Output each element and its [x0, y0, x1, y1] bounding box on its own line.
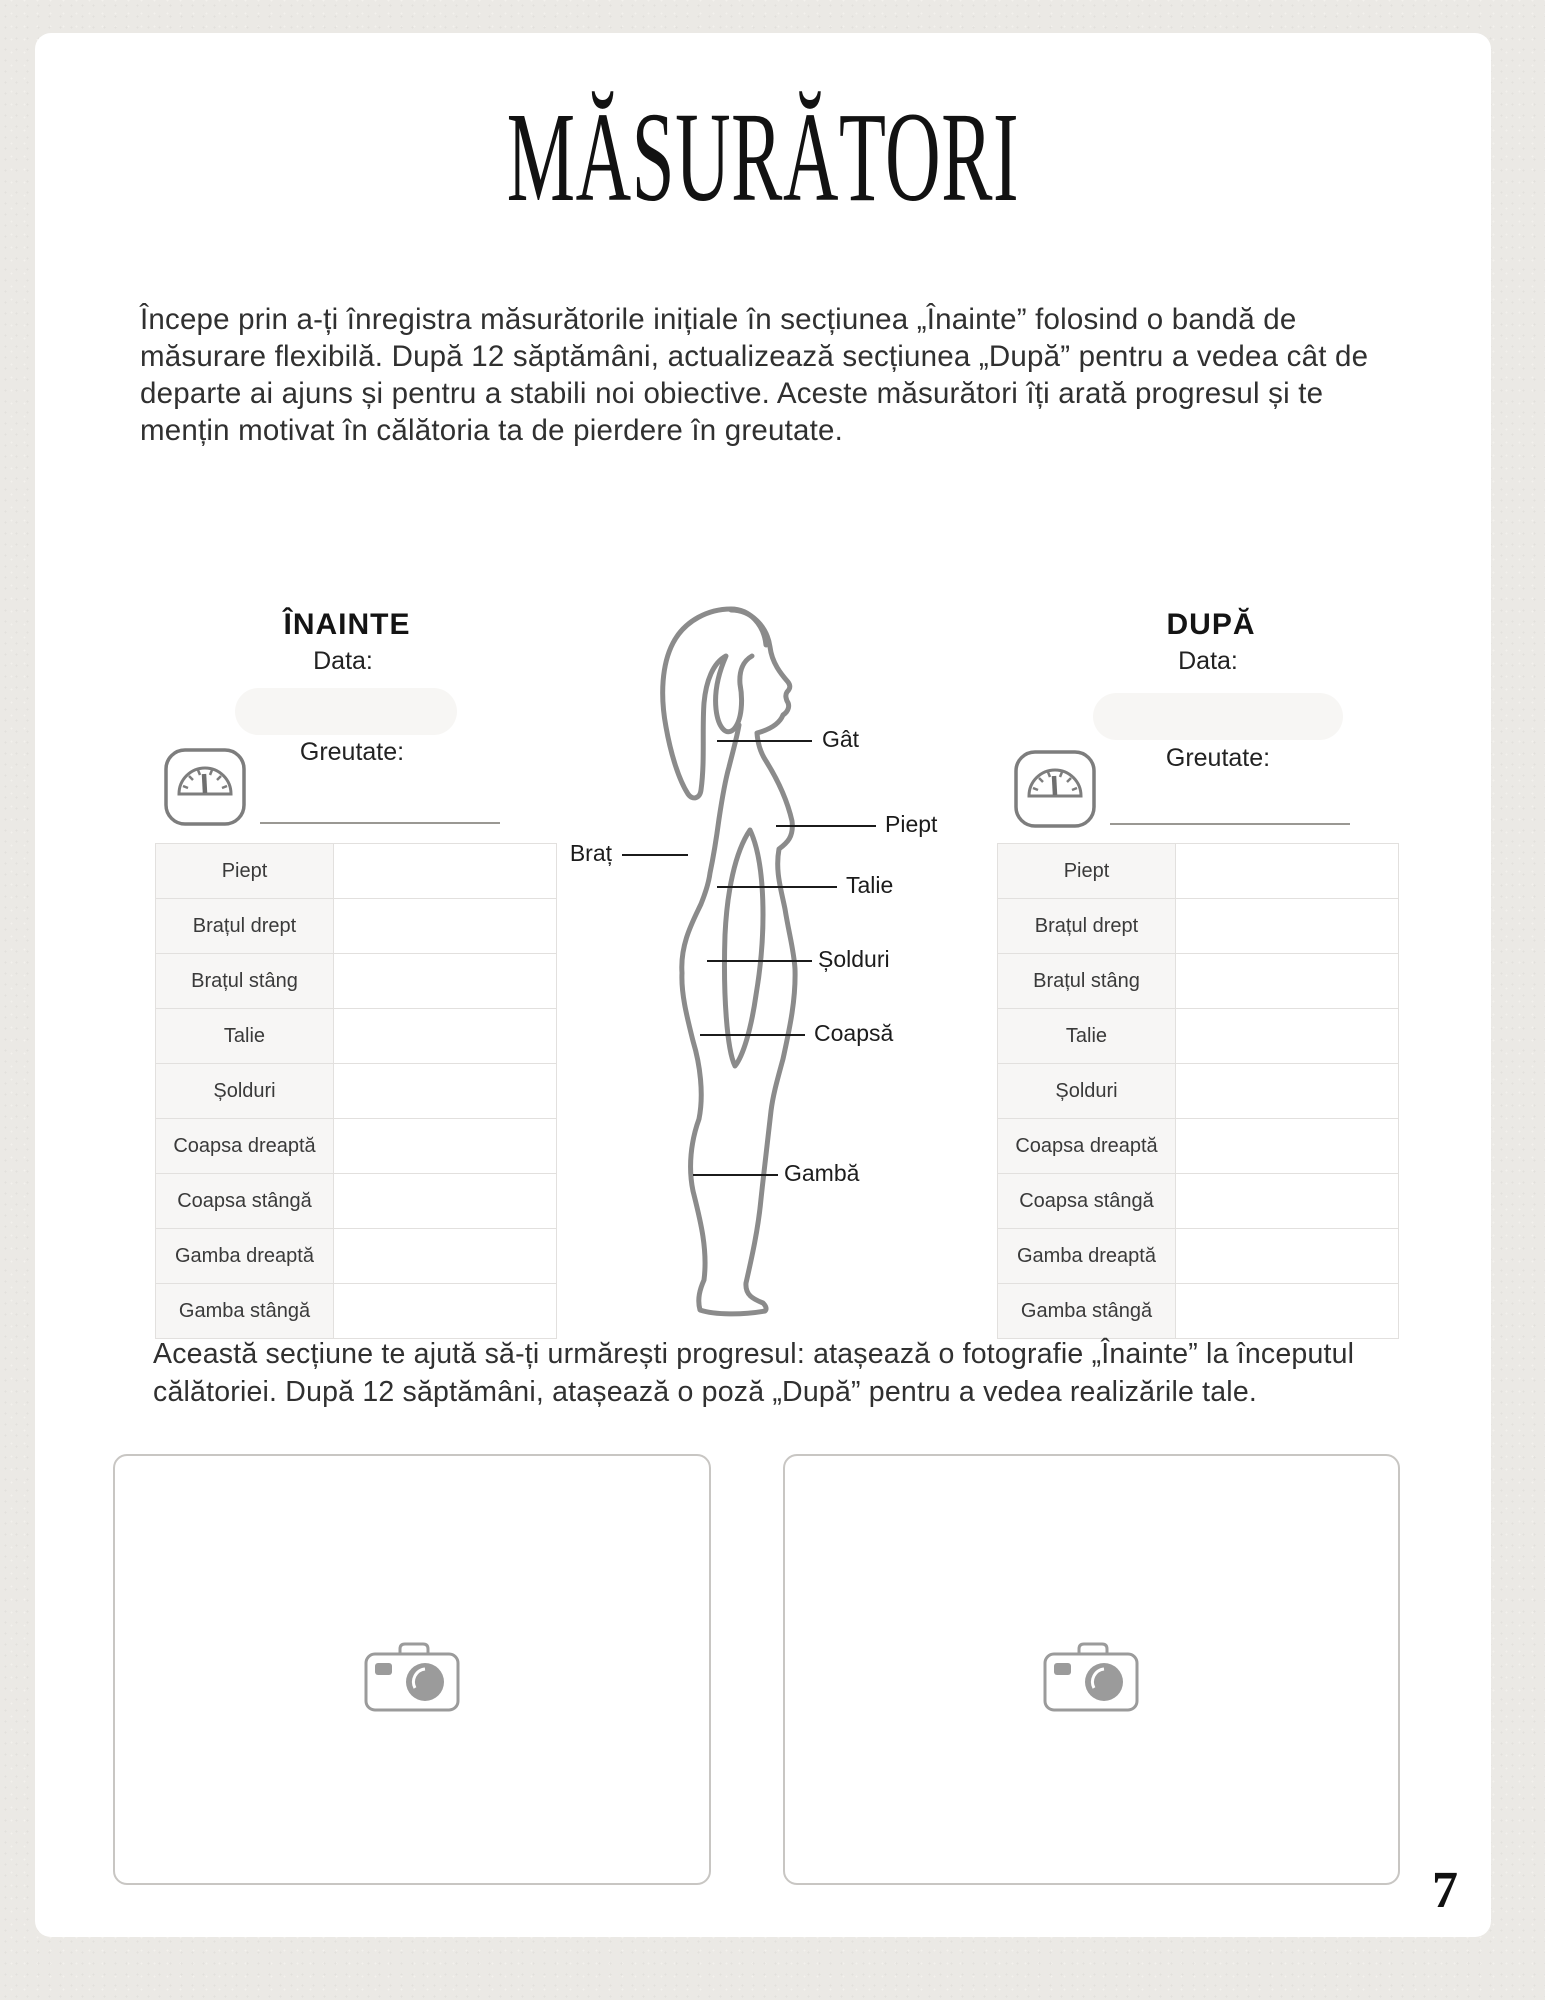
- measurement-label: Coapsa dreaptă: [156, 1119, 334, 1174]
- measurement-label: Piept: [998, 844, 1176, 899]
- measurement-label: Brațul drept: [998, 899, 1176, 954]
- camera-icon: [1043, 1640, 1139, 1712]
- after-date-input[interactable]: [1093, 693, 1343, 740]
- hips-callout-line: [707, 960, 812, 962]
- measurement-value-cell[interactable]: [334, 1229, 557, 1284]
- measurement-label: Șolduri: [998, 1064, 1176, 1119]
- table-row: [998, 1064, 1399, 1119]
- measurement-value-cell[interactable]: [1176, 954, 1399, 1009]
- after-photo-placeholder[interactable]: [783, 1454, 1400, 1885]
- table-row: [156, 1119, 557, 1174]
- table-row: [156, 1064, 557, 1119]
- arm-callout-line: [622, 854, 688, 856]
- thigh-callout-line: [700, 1034, 805, 1036]
- table-row: [156, 1009, 557, 1064]
- table-row: [998, 1009, 1399, 1064]
- after-date-label: Data:: [1178, 647, 1238, 675]
- measurement-value-cell[interactable]: [1176, 844, 1399, 899]
- measurement-value-cell[interactable]: [334, 1284, 557, 1339]
- table-row: [156, 844, 557, 899]
- measurement-label: Brațul stâng: [156, 954, 334, 1009]
- measurement-value-cell[interactable]: [334, 899, 557, 954]
- measurement-value-cell[interactable]: [334, 844, 557, 899]
- before-measurements-table: [155, 843, 557, 1339]
- measurement-value-cell[interactable]: [1176, 899, 1399, 954]
- before-heading: ÎNAINTE: [283, 608, 411, 641]
- measurement-label: Brațul drept: [156, 899, 334, 954]
- measurement-value-cell[interactable]: [1176, 1119, 1399, 1174]
- measurement-value-cell[interactable]: [1176, 1174, 1399, 1229]
- figure-label-calf: Gambă: [784, 1160, 860, 1186]
- waist-callout-line: [717, 886, 837, 888]
- measurement-label: Coapsa stângă: [998, 1174, 1176, 1229]
- table-row: [998, 899, 1399, 954]
- measurement-value-cell[interactable]: [334, 1174, 557, 1229]
- measurement-label: Brațul stâng: [998, 954, 1176, 1009]
- measurement-label: Șolduri: [156, 1064, 334, 1119]
- table-row: [156, 1284, 557, 1339]
- before-date-label: Data:: [313, 647, 373, 675]
- after-weight-write-line[interactable]: [1110, 823, 1350, 825]
- measurement-value-cell[interactable]: [334, 954, 557, 1009]
- measurement-label: Coapsa dreaptă: [998, 1119, 1176, 1174]
- after-weight-label: Greutate:: [1165, 744, 1271, 772]
- calf-callout-line: [693, 1174, 778, 1176]
- measurement-value-cell[interactable]: [334, 1009, 557, 1064]
- measurement-label: Talie: [156, 1009, 334, 1064]
- before-weight-write-line[interactable]: [260, 822, 500, 824]
- chest-callout-line: [776, 825, 876, 827]
- after-heading: DUPĂ: [1166, 608, 1256, 641]
- photo-section-note: Această secțiune te ajută să-ți urmărești progresul: atașează o fotografie „Înainte” la începutul călătoriei. După 12 săptămâni, atașează o poză „După” pentru a vedea realizările tale.: [153, 1338, 1355, 1408]
- table-row: [998, 844, 1399, 899]
- measurement-value-cell[interactable]: [1176, 1064, 1399, 1119]
- before-photo-placeholder[interactable]: [113, 1454, 711, 1885]
- figure-hair-path: [663, 609, 766, 798]
- table-row: [998, 1119, 1399, 1174]
- table-row: [998, 1229, 1399, 1284]
- measurement-label: Gamba stângă: [998, 1284, 1176, 1339]
- worksheet-page: [35, 33, 1491, 1937]
- measurement-label: Talie: [998, 1009, 1176, 1064]
- page-title: MĂSURĂTORI: [506, 86, 1020, 228]
- intro-paragraph: Începe prin a-ți înregistra măsurătorile inițiale în secțiunea „Înainte” folosind o bandă de măsurare flexibilă. După 12 săptămâni, actualizează secțiunea „După” pentru a vedea cât de departe ai ajuns și pentru a stabili noi obiective. Aceste măsurători îți arată progresul și te mențin motivat în călătoria ta de pierdere în greutate.: [140, 303, 1369, 447]
- table-row: [156, 954, 557, 1009]
- camera-icon: [364, 1640, 460, 1712]
- figure-label-chest: Piept: [885, 811, 938, 837]
- measurement-value-cell[interactable]: [1176, 1229, 1399, 1284]
- measurement-label: Gamba dreaptă: [998, 1229, 1176, 1284]
- table-row: [998, 954, 1399, 1009]
- table-row: [998, 1174, 1399, 1229]
- after-measurements-table: [997, 843, 1399, 1339]
- figure-label-arm: Braț: [569, 840, 612, 866]
- figure-label-neck: Gât: [822, 726, 860, 752]
- figure-label-hips: Șolduri: [818, 946, 890, 972]
- measurement-value-cell[interactable]: [1176, 1284, 1399, 1339]
- table-row: [156, 899, 557, 954]
- measurement-value-cell[interactable]: [1176, 1009, 1399, 1064]
- measurement-value-cell[interactable]: [334, 1064, 557, 1119]
- measurement-label: Coapsa stângă: [156, 1174, 334, 1229]
- table-row: [156, 1229, 557, 1284]
- table-row: [998, 1284, 1399, 1339]
- measurement-label: Piept: [156, 844, 334, 899]
- female-figure-illustration: [615, 600, 815, 1330]
- figure-arm-path: [724, 830, 762, 1066]
- figure-label-waist: Talie: [846, 872, 894, 898]
- measurement-value-cell[interactable]: [334, 1119, 557, 1174]
- measurement-label: Gamba stângă: [156, 1284, 334, 1339]
- page-number: 7: [1432, 1862, 1458, 1919]
- measurement-label: Gamba dreaptă: [156, 1229, 334, 1284]
- table-row: [156, 1174, 557, 1229]
- neck-callout-line: [717, 740, 812, 742]
- before-weight-label: Greutate:: [299, 738, 405, 766]
- figure-label-thigh: Coapsă: [814, 1020, 894, 1046]
- before-date-input[interactable]: [235, 688, 457, 735]
